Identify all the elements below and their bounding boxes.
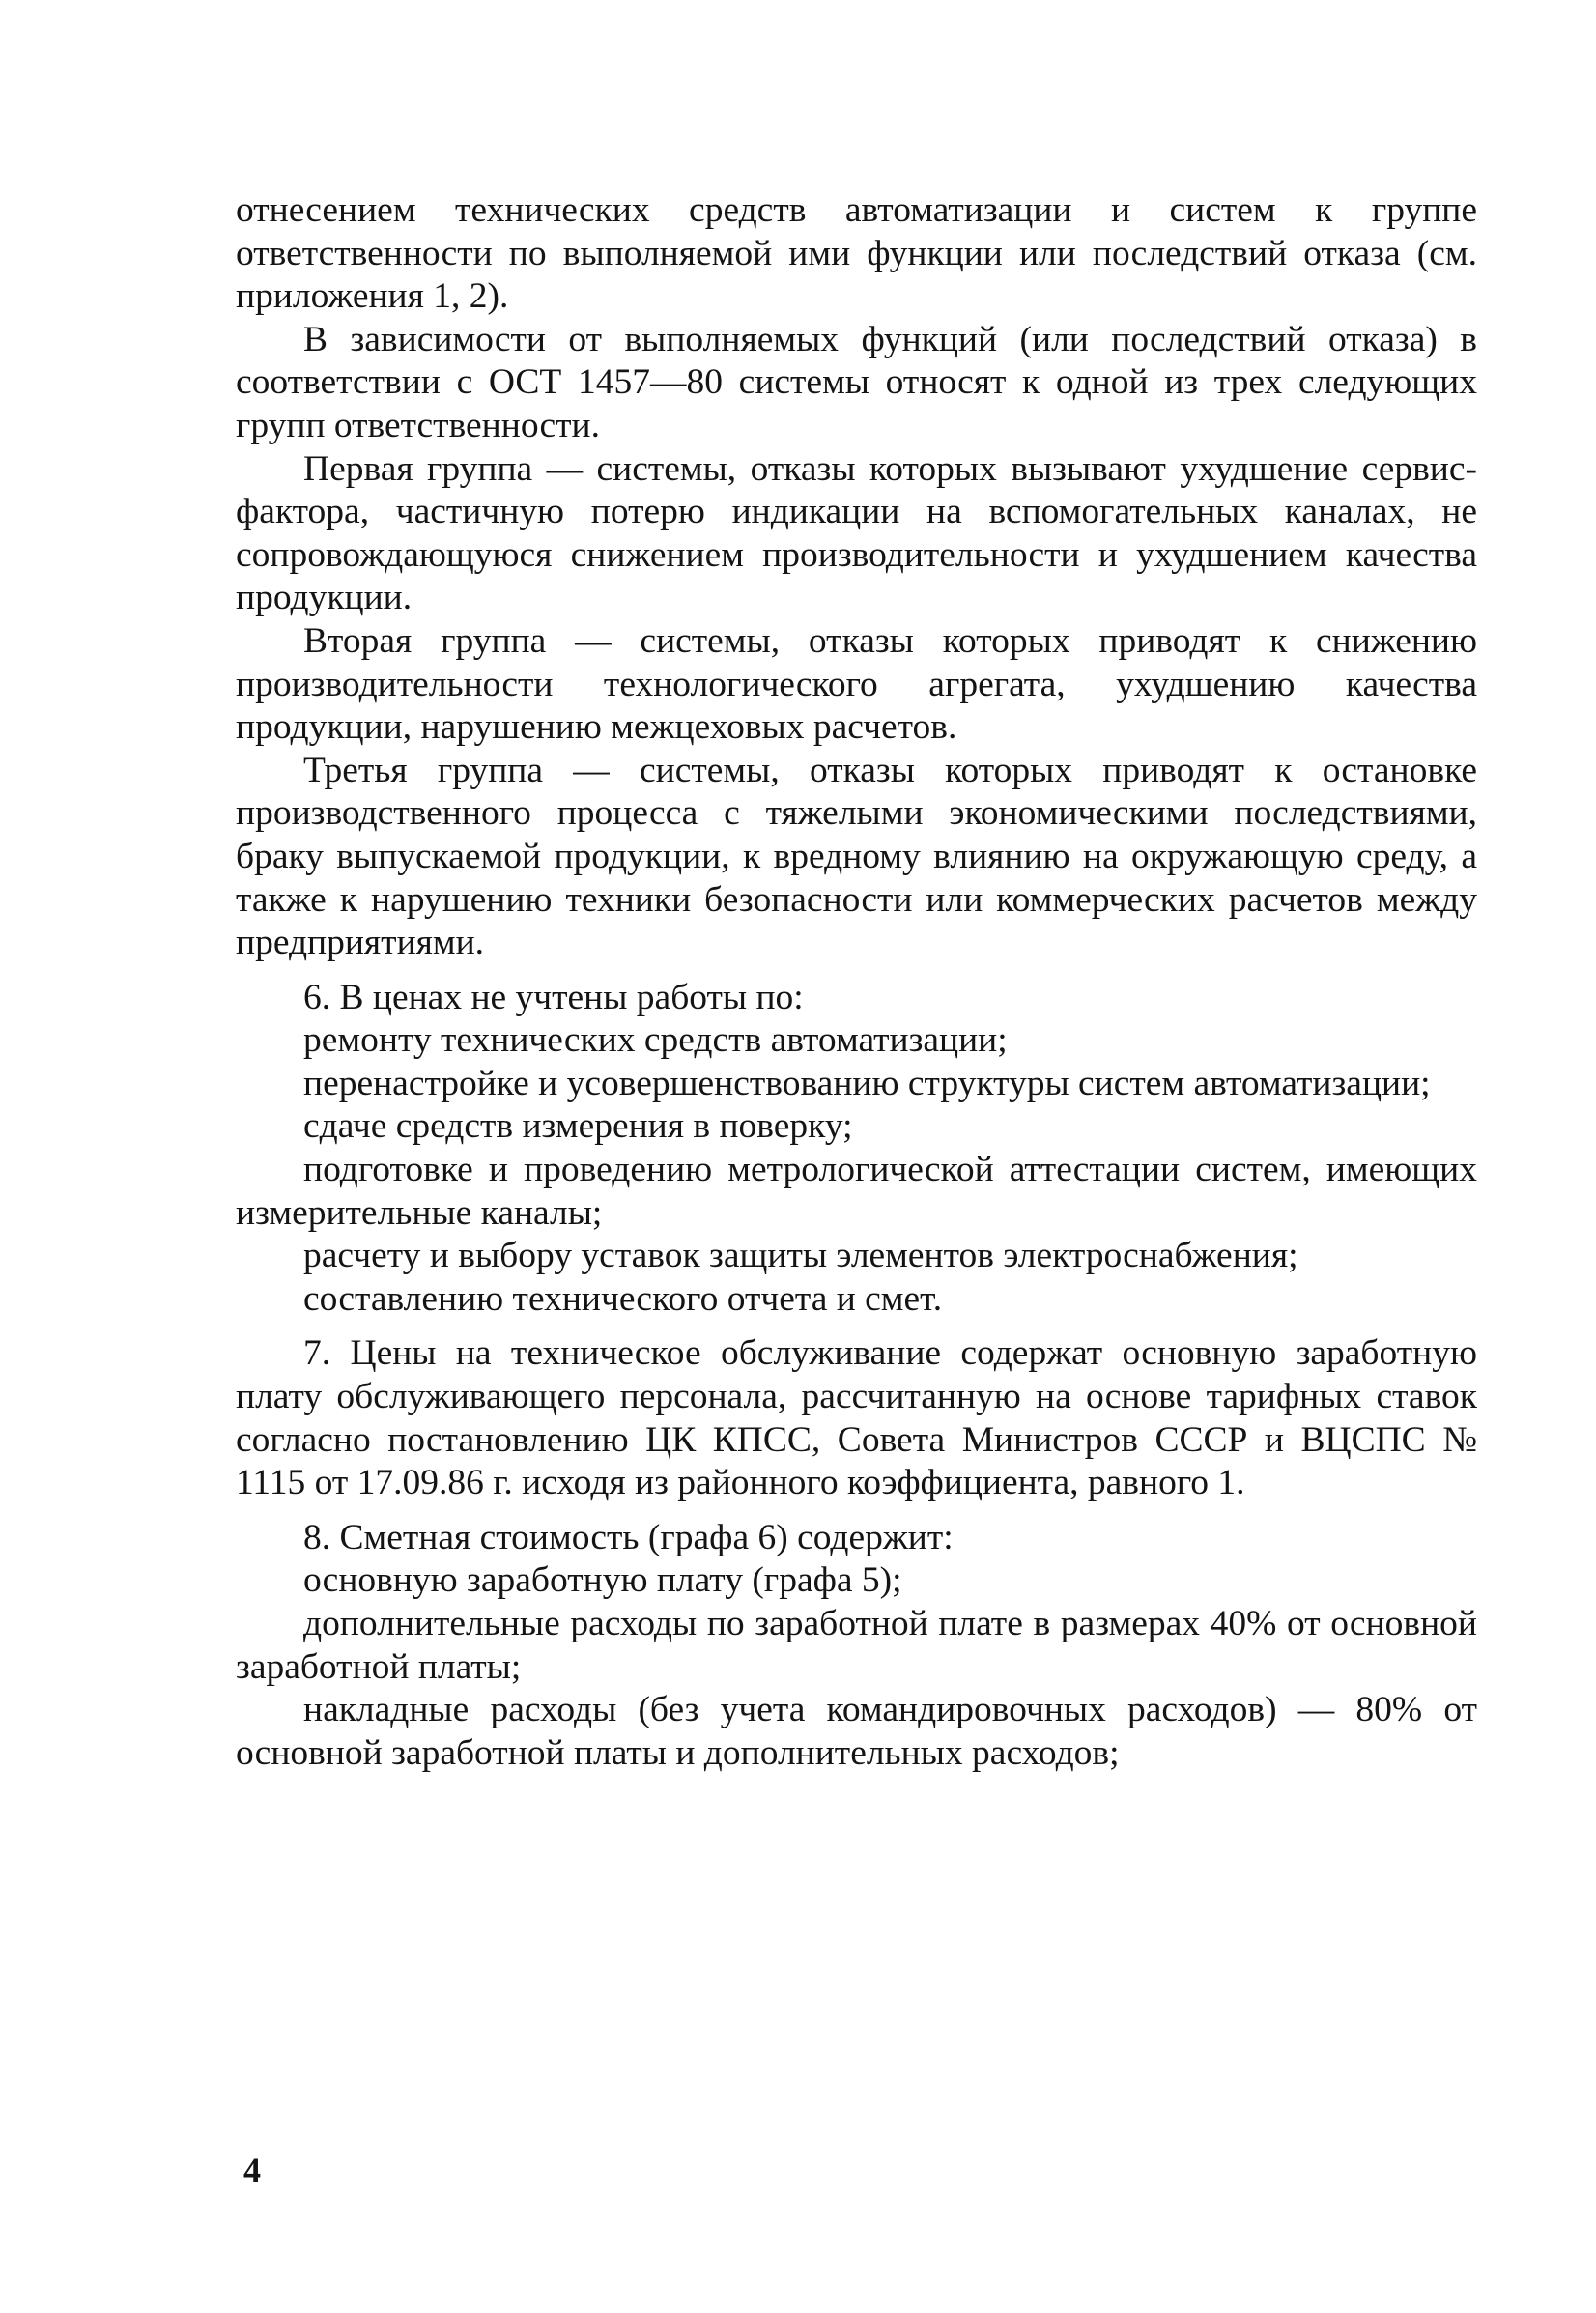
list-item-base-salary: основную заработную плату (графа 5); [303,1560,902,1601]
page-body [236,189,1477,1775]
list-item-retuning: перенастройке и усовершенствованию структуры систем автоматизации; [303,1063,1431,1103]
list-item-repair: ремонту технических средств автоматизации; [303,1020,1008,1061]
list-item-verification: сдаче средств измерения в поверку; [303,1106,853,1147]
list-item-protection-settings: расчету и выбору уставок защиты элементов электроснабжения; [303,1236,1298,1276]
paragraph-responsibility-groups-intro: В зависимости от выполняемых функций (или последствий отказа) в соответствии с ОСТ 1457—80 системы относят к одной из трех следующих групп ответственности. [236,319,1477,445]
page-number: 4 [243,2151,261,2189]
paragraph-item-8: 8. Сметная стоимость (графа 6) содержит: [303,1517,954,1557]
paragraph-continuation: отнесением технических средств автоматизации и систем к группе ответственности по выполняемой ими функции или последствий отказа (см. приложения 1, 2). [236,190,1477,317]
paragraph-item-6: 6. В ценах не учтены работы по: [303,977,804,1017]
list-item-overhead: накладные расходы (без учета командировочных расходов) — 80% от основной заработной платы и дополнительных расходов; [236,1690,1477,1773]
list-item-report: составлению технического отчета и смет. [303,1278,943,1319]
paragraph-first-group: Первая группа — системы, отказы которых вызывают ухудшение сервис-фактора, частичную потерю индикации на вспомогательных каналах, не сопровождающуюся снижением производительности и ухудшением качества продукции. [236,448,1477,618]
list-item-metrology: подготовке и проведению метрологической аттестации систем, имеющих измерительные каналы; [236,1150,1477,1233]
paragraph-second-group: Вторая группа — системы, отказы которых приводят к снижению производительности технологического агрегата, ухудшению качества продукции, нарушению межцеховых расчетов. [236,620,1477,748]
paragraph-third-group: Третья группа — системы, отказы которых приводят к остановке производственного процесса с тяжелыми экономическими последствиями, браку выпускаемой продукции, к вредному влиянию на окружающую среду, а также к нарушению техники безопасности или коммерческих расчетов между предприятиями. [236,750,1477,963]
paragraph-item-7: 7. Цены на техническое обслуживание содержат основную заработную плату обслуживающего персонала, рассчитанную на основе тарифных ставок согласно постановлению ЦК КПСС, Совета Министров СССР и ВЦСПС № 1115 от 17.09.86 г. исходя из районного коэффициента, равного 1. [236,1333,1477,1503]
list-item-additional-costs: дополнительные расходы по заработной плате в размерах 40% от основной заработной платы; [236,1604,1477,1687]
